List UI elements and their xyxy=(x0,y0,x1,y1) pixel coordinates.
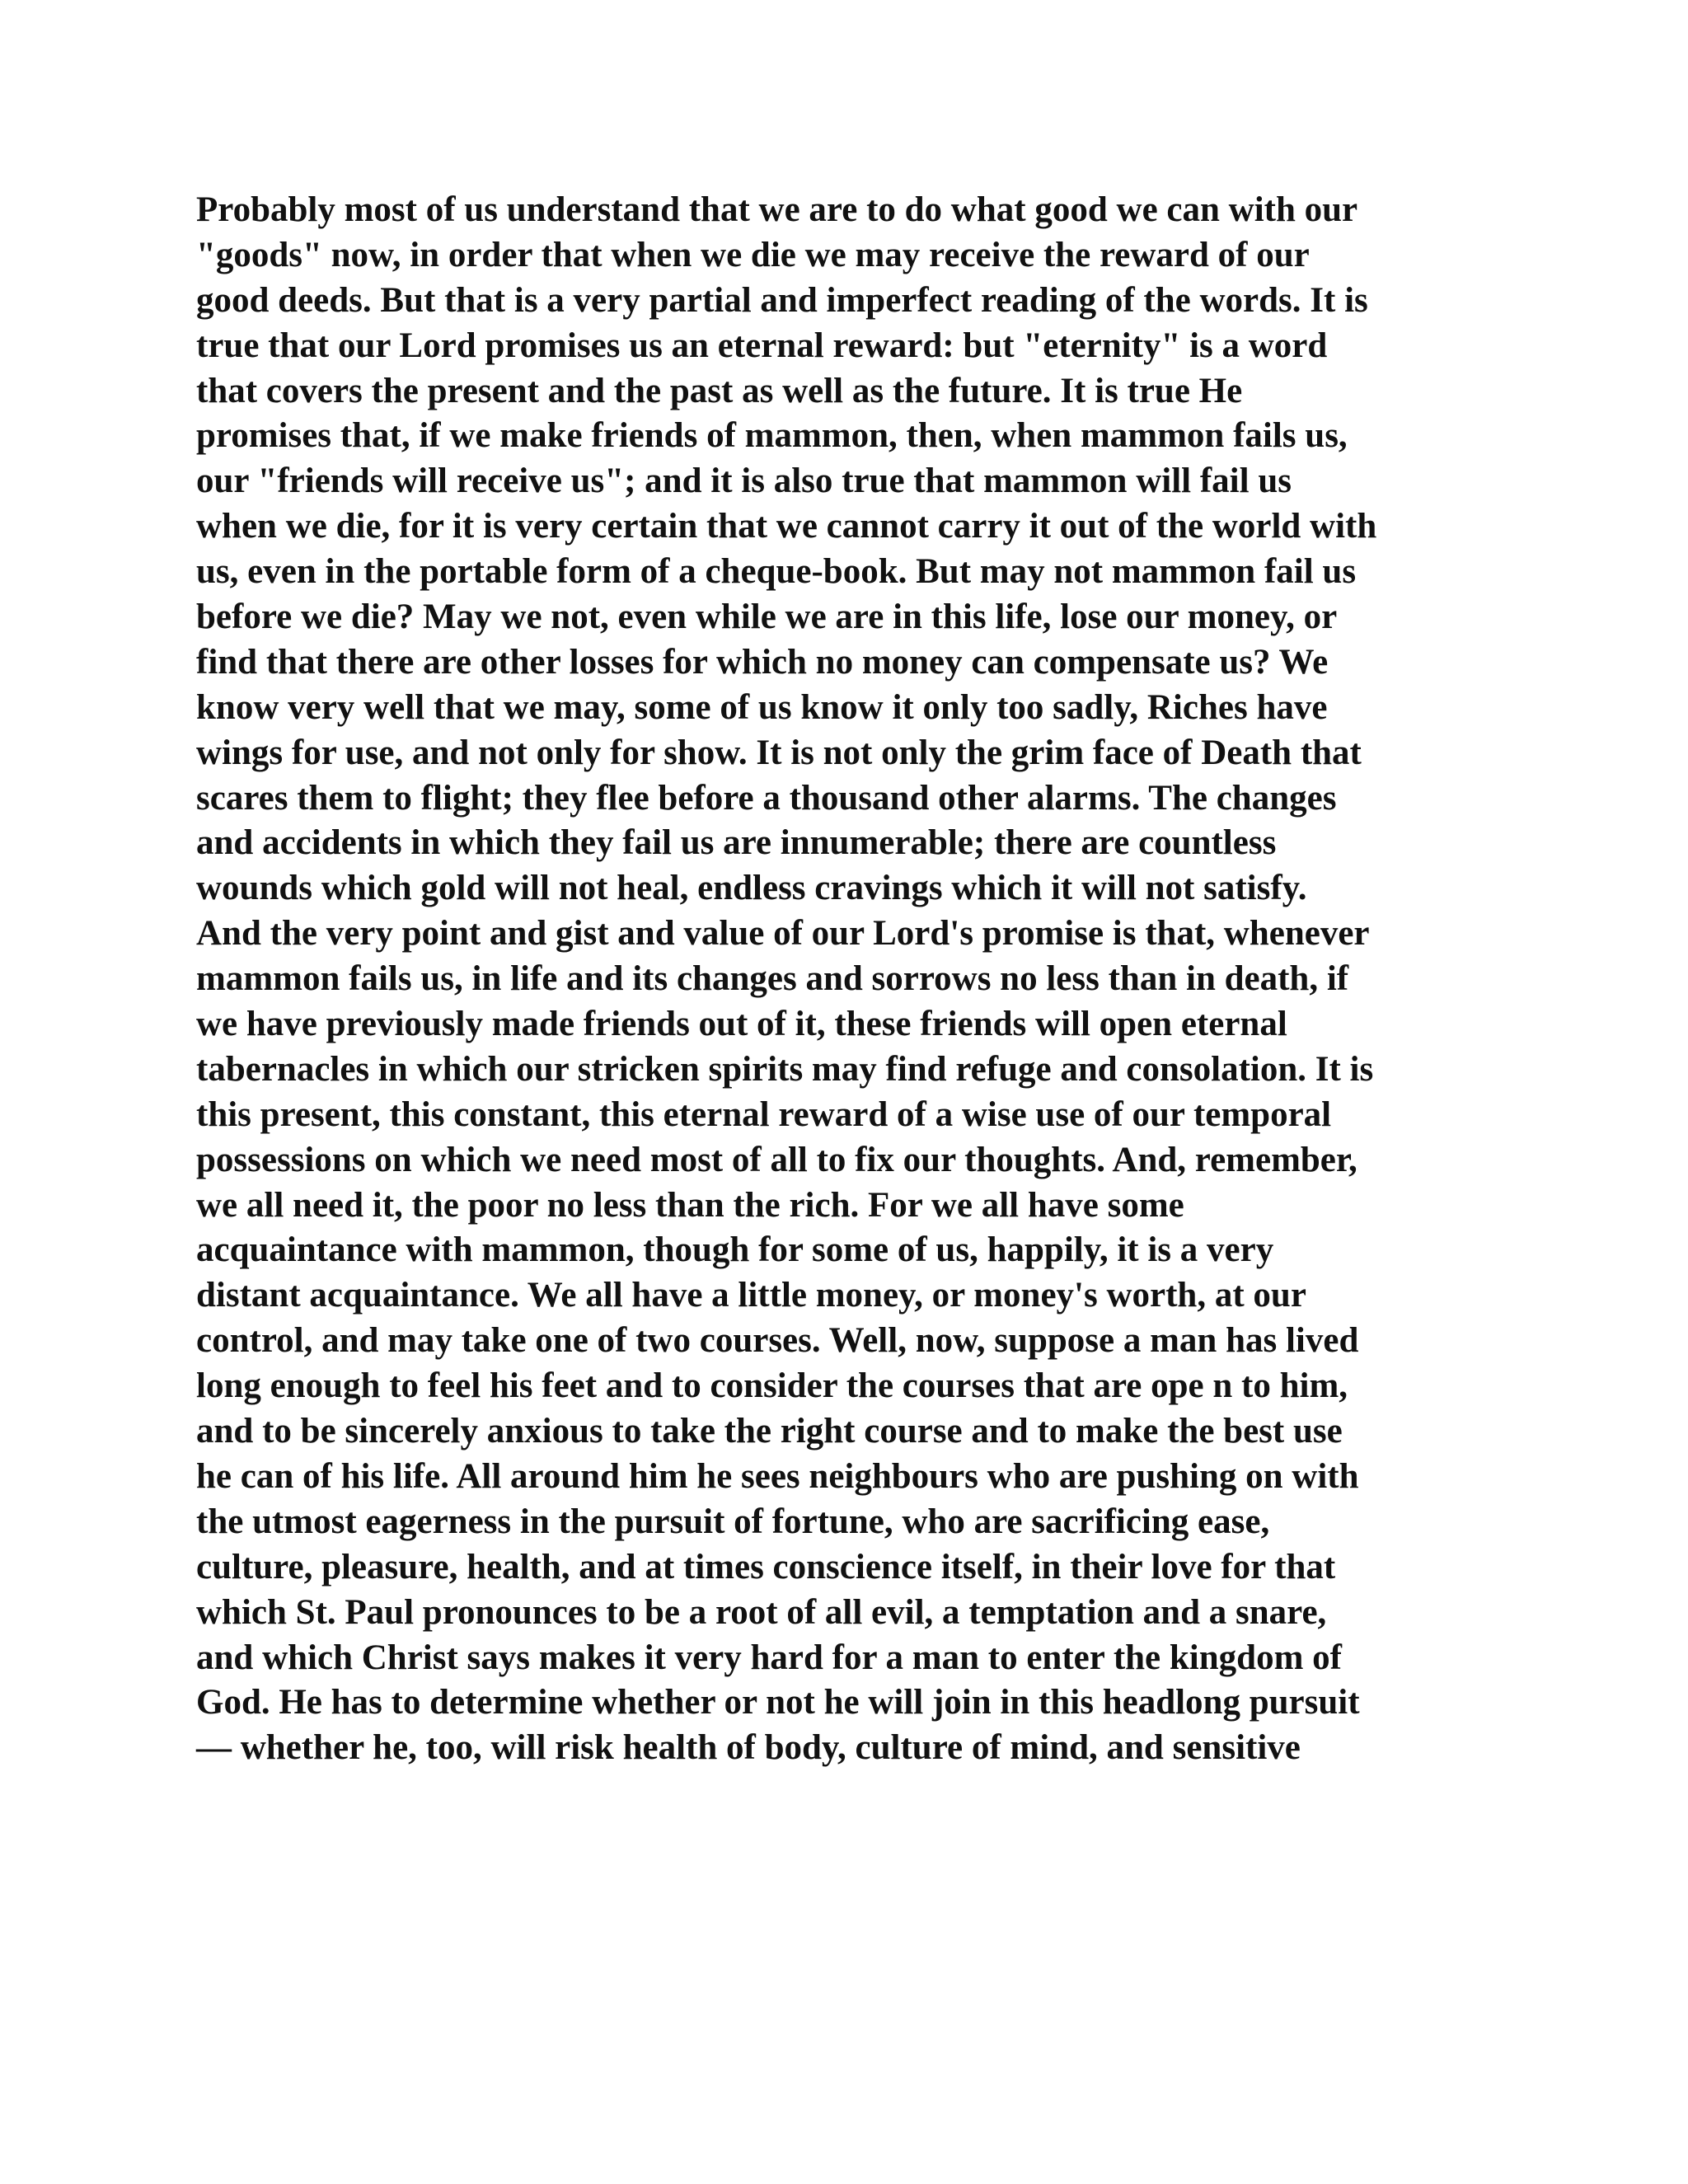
text-line: Probably most of us understand that we are to do what good we can with our xyxy=(196,190,1358,229)
text-line: the utmost eagerness in the pursuit of fortune, who are sacrificing ease, xyxy=(196,1502,1270,1541)
text-line: good deeds. But that is a very partial and imperfect reading of the words. It is xyxy=(196,280,1368,320)
text-line: possessions on which we need most of all to fix our thoughts. And, remember, xyxy=(196,1140,1357,1179)
text-line: and to be sincerely anxious to take the right course and to make the best use xyxy=(196,1412,1343,1451)
text-line: he can of his life. All around him he sees neighbours who are pushing on with xyxy=(196,1456,1359,1496)
text-line: mammon fails us, in life and its changes and sorrows no less than in death, if xyxy=(196,959,1349,999)
text-line: we all need it, the poor no less than the rich. For we all have some xyxy=(196,1185,1184,1225)
text-line: — whether he, too, will risk health of body, culture of mind, and sensitive xyxy=(196,1728,1301,1768)
text-line: when we die, for it is very certain that we cannot carry it out of the world with xyxy=(196,507,1377,546)
text-line: and which Christ says makes it very hard for a man to enter the kingdom of xyxy=(196,1638,1342,1677)
text-line: that covers the present and the past as well as the future. It is true He xyxy=(196,371,1243,410)
text-line: promises that, if we make friends of mammon, then, when mammon fails us, xyxy=(196,416,1348,456)
text-line: wounds which gold will not heal, endless cravings which it will not satisfy. xyxy=(196,869,1307,908)
text-line: our "friends will receive us"; and it is also true that mammon will fail us xyxy=(196,462,1292,501)
text-line: God. He has to determine whether or not he will join in this headlong pursuit xyxy=(196,1683,1360,1722)
text-line: scares them to flight; they flee before a thousand other alarms. The changes xyxy=(196,778,1337,818)
text-line: tabernacles in which our stricken spirits may find refuge and consolation. It is xyxy=(196,1049,1374,1089)
text-line: we have previously made friends out of it, these friends will open eternal xyxy=(196,1005,1287,1044)
text-line: know very well that we may, some of us know it only too sadly, Riches have xyxy=(196,687,1328,727)
text-line: which St. Paul pronounces to be a root of all evil, a temptation and a snare, xyxy=(196,1592,1327,1632)
text-line: before we die? May we not, even while we are in this life, lose our money, or xyxy=(196,598,1338,637)
text-line: control, and may take one of two courses. Well, now, suppose a man has lived xyxy=(196,1321,1359,1361)
text-line: and accidents in which they fail us are innumerable; there are countless xyxy=(196,823,1277,863)
body-text xyxy=(196,188,1515,1771)
text-line: us, even in the portable form of a cheque-book. But may not mammon fail us xyxy=(196,552,1357,592)
text-line: true that our Lord promises us an eternal reward: but "eternity" is a word xyxy=(196,326,1328,365)
text-line: "goods" now, in order that when we die we may receive the reward of our xyxy=(196,235,1310,274)
text-line: And the very point and gist and value of our Lord's promise is that, whenever xyxy=(196,914,1370,954)
text-line: this present, this constant, this eternal reward of a wise use of our temporal xyxy=(196,1094,1332,1134)
text-line: culture, pleasure, health, and at times conscience itself, in their love for that xyxy=(196,1547,1336,1586)
text-line: distant acquaintance. We all have a little money, or money's worth, at our xyxy=(196,1276,1306,1315)
text-line: wings for use, and not only for show. It is not only the grim face of Death that xyxy=(196,733,1362,772)
text-line: long enough to feel his feet and to consider the courses that are ope n to him, xyxy=(196,1366,1348,1406)
text-line: acquaintance with mammon, though for some of us, happily, it is a very xyxy=(196,1230,1274,1270)
text-line: find that there are other losses for which no money can compensate us? We xyxy=(196,642,1329,682)
